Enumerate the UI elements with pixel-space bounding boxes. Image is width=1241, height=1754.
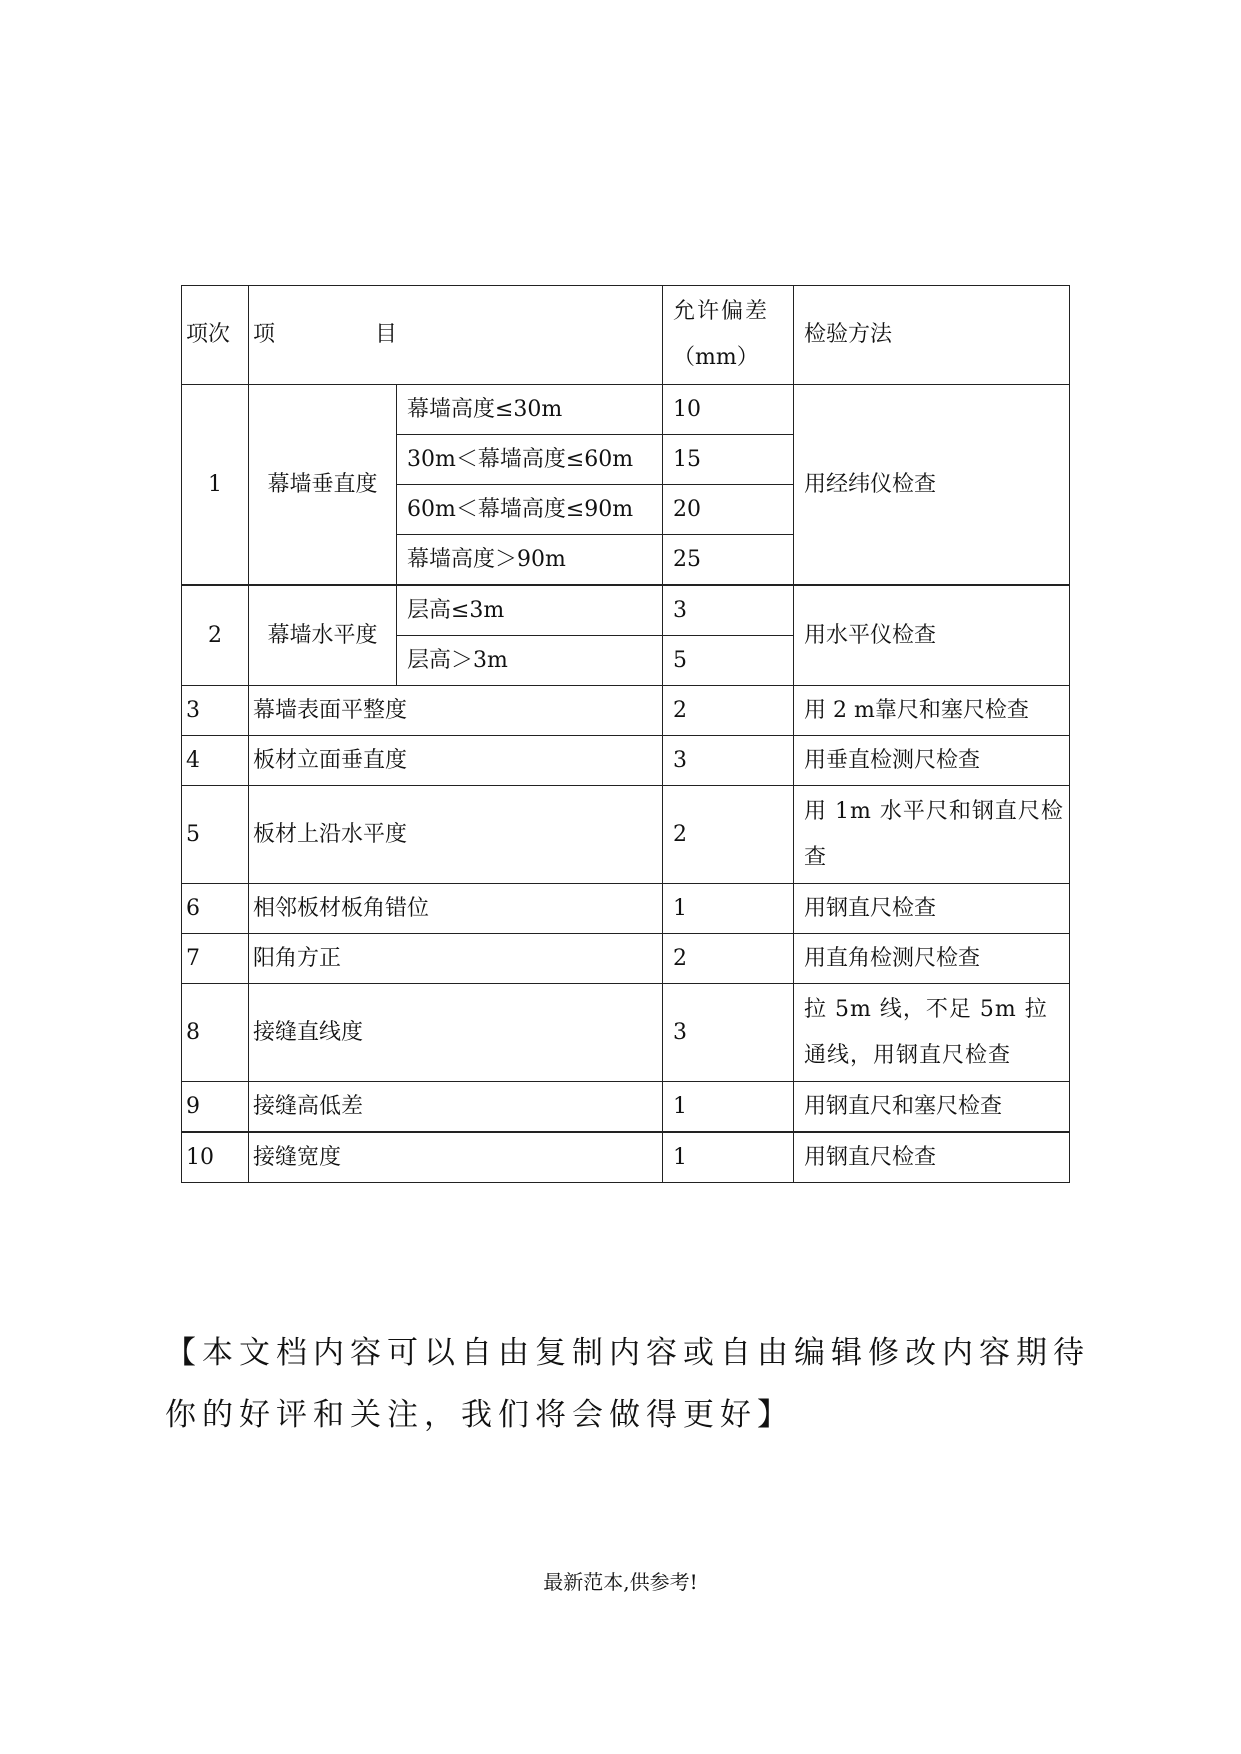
header-method: 检验方法 xyxy=(794,286,1070,385)
row-tolerance: 1 xyxy=(663,1132,794,1183)
header-item-a: 项 xyxy=(253,322,276,347)
table-row xyxy=(182,934,1070,984)
row-item: 幕墙垂直度 xyxy=(249,385,397,586)
row-condition: 幕墙高度≤30m xyxy=(397,385,663,435)
row-tolerance: 2 xyxy=(663,686,794,736)
table-row xyxy=(182,884,1070,934)
row-no: 2 xyxy=(182,585,249,686)
page-footer: 最新范本,供参考! xyxy=(543,1570,698,1594)
row-tolerance: 2 xyxy=(663,934,794,984)
row-no: 1 xyxy=(182,385,249,586)
row-no: 4 xyxy=(182,736,249,786)
header-tolerance xyxy=(663,286,794,385)
row-condition: 层高≤3m xyxy=(397,585,663,636)
table-row xyxy=(182,1082,1070,1133)
row-method: 用直角检测尺检查 xyxy=(794,934,1070,984)
row-item: 板材上沿水平度 xyxy=(249,786,663,884)
row-no: 7 xyxy=(182,934,249,984)
document-note: 【本文档内容可以自由复制内容或自由编辑修改内容期待你的好评和关注，我们将会做得更好】 xyxy=(165,1335,1090,1433)
row-tolerance: 1 xyxy=(663,884,794,934)
row-method: 用水平仪检查 xyxy=(794,585,1070,686)
row-tolerance: 1 xyxy=(663,1082,794,1133)
row-method: 用钢直尺检查 xyxy=(794,1132,1070,1183)
row-method: 用垂直检测尺检查 xyxy=(794,736,1070,786)
row-no: 6 xyxy=(182,884,249,934)
header-item-b: 目 xyxy=(375,322,398,347)
row-item: 接缝高低差 xyxy=(249,1082,663,1133)
row-no: 3 xyxy=(182,686,249,736)
table-row xyxy=(182,1132,1070,1183)
row-item: 接缝宽度 xyxy=(249,1132,663,1183)
row-item: 板材立面垂直度 xyxy=(249,736,663,786)
row-no: 5 xyxy=(182,786,249,884)
row-method: 拉 5m 线，不足 5m 拉通线，用钢直尺检查 xyxy=(794,984,1070,1082)
row-tolerance: 15 xyxy=(663,435,794,485)
row-condition: 幕墙高度＞90m xyxy=(397,535,663,586)
row-tolerance: 25 xyxy=(663,535,794,586)
row-item: 幕墙水平度 xyxy=(249,585,397,686)
tolerance-table xyxy=(181,285,1070,1183)
row-tolerance: 2 xyxy=(663,786,794,884)
row-item: 接缝直线度 xyxy=(249,984,663,1082)
header-tolerance-line1: 允许偏差 xyxy=(673,299,770,324)
table-row xyxy=(182,686,1070,736)
row-method: 用 1m 水平尺和钢直尺检查 xyxy=(794,786,1070,884)
row-no: 8 xyxy=(182,984,249,1082)
header-no: 项次 xyxy=(182,286,249,385)
row-tolerance: 5 xyxy=(663,636,794,686)
row-no: 9 xyxy=(182,1082,249,1133)
header-item xyxy=(249,286,663,385)
row-tolerance: 10 xyxy=(663,385,794,435)
row-item: 相邻板材板角错位 xyxy=(249,884,663,934)
table-row xyxy=(182,984,1070,1082)
row-tolerance: 3 xyxy=(663,984,794,1082)
row-item: 阳角方正 xyxy=(249,934,663,984)
table-row xyxy=(182,786,1070,884)
table-row xyxy=(182,385,1070,435)
row-tolerance: 3 xyxy=(663,736,794,786)
row-method: 用钢直尺检查 xyxy=(794,884,1070,934)
row-tolerance: 3 xyxy=(663,585,794,636)
row-condition: 层高＞3m xyxy=(397,636,663,686)
header-tolerance-line2: （mm） xyxy=(673,345,759,370)
row-condition: 30m＜幕墙高度≤60m xyxy=(397,435,663,485)
row-item: 幕墙表面平整度 xyxy=(249,686,663,736)
row-tolerance: 20 xyxy=(663,485,794,535)
table-row xyxy=(182,736,1070,786)
table-row xyxy=(182,585,1070,636)
table-header-row xyxy=(182,286,1070,385)
row-method: 用经纬仪检查 xyxy=(794,385,1070,586)
row-no: 10 xyxy=(182,1132,249,1183)
row-method: 用钢直尺和塞尺检查 xyxy=(794,1082,1070,1133)
row-condition: 60m＜幕墙高度≤90m xyxy=(397,485,663,535)
row-method: 用 2 m靠尺和塞尺检查 xyxy=(794,686,1070,736)
